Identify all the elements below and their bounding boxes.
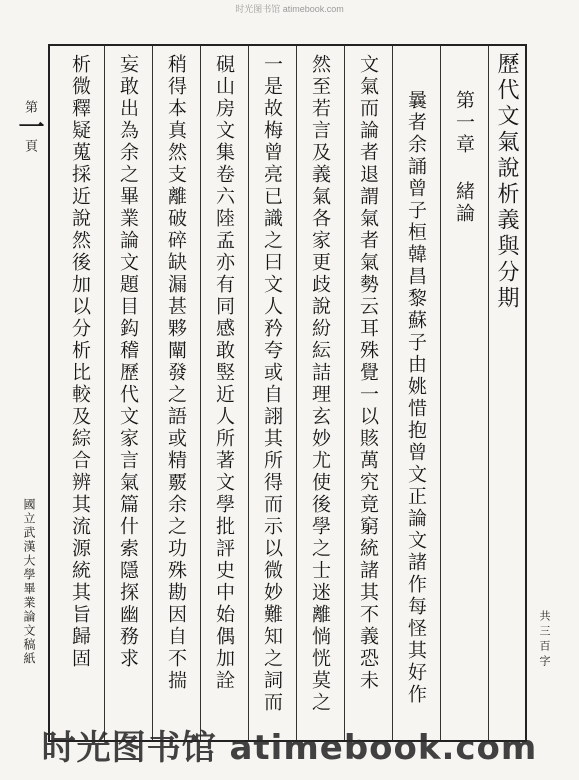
chapter-heading-column: 第一章 緒論 bbox=[453, 90, 475, 225]
column-rule bbox=[248, 46, 249, 740]
title-column: 歷代文氣說析義與分期 bbox=[494, 52, 519, 312]
text-column: 析微釋疑蒐採近說然後加以分析比較及綜合辨其流源統其旨歸固 bbox=[69, 54, 91, 670]
text-column: 稍得本真然支離破碎缺漏甚夥闡發之語或精覈余之功殊勘因自不揣 bbox=[165, 54, 187, 692]
column-rule bbox=[344, 46, 345, 740]
left-margin bbox=[14, 100, 44, 740]
column-rule bbox=[296, 46, 297, 740]
text-column: 一是故梅曾亮已識之曰文人矜夸或自詡其所得而示以微妙難知之詞而 bbox=[261, 54, 283, 714]
text-column: 硯山房文集卷六陸孟亦有同感敢竪近人所著文學批評史中始偶加詮 bbox=[213, 54, 235, 692]
text-column: 文氣而論者退謂氣者氣勢云耳殊覺一以賅萬究竟窮統諸其不義恐未 bbox=[357, 54, 379, 692]
column-rule bbox=[392, 46, 393, 740]
text-column: 妄敢出為余之畢業論文題目鈎稽歷代文家言氣篇什索隱探幽務求 bbox=[117, 54, 139, 670]
column-rule bbox=[152, 46, 153, 740]
text-column: 然至若言及義氣各家更歧說紛紜詰理玄妙尤使後學之士迷離惝恍莫之 bbox=[309, 54, 331, 714]
column-rule bbox=[488, 46, 489, 740]
text-column: 曩者余誦曾子桓韓昌黎蘇子由姚惜抱曾文正論文諸作每怪其好作 bbox=[405, 90, 427, 706]
page-number bbox=[14, 100, 44, 152]
paper-label: 國立武漢大學畢業論文稿紙 bbox=[22, 498, 36, 666]
bottom-watermark: 时光图书馆 atimebook.com bbox=[41, 728, 538, 768]
column-rule bbox=[200, 46, 201, 740]
page-number-value: 一 bbox=[14, 113, 44, 139]
column-rule bbox=[104, 46, 105, 740]
top-watermark: 时光图书馆 atimebook.com bbox=[235, 4, 344, 14]
page-suffix: 頁 bbox=[22, 139, 37, 152]
character-count-note: 共三百字 bbox=[538, 610, 551, 670]
page-prefix: 第 bbox=[22, 100, 37, 113]
column-rule bbox=[440, 46, 441, 740]
